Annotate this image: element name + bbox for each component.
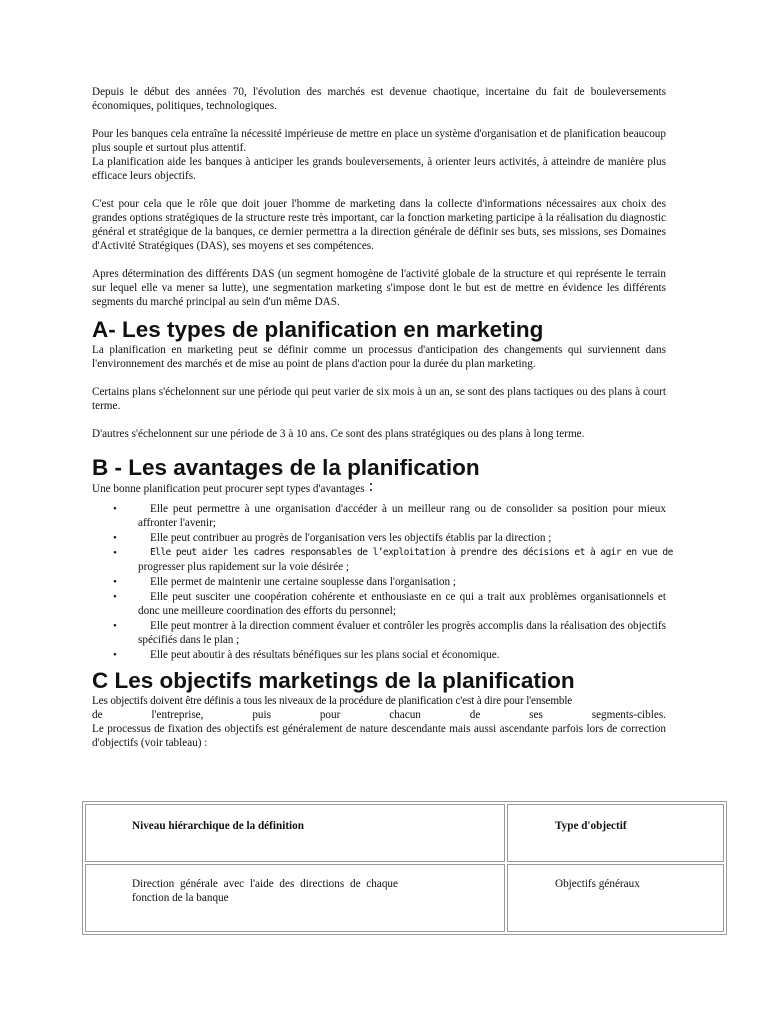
section-a-paragraph-1: La planification en marketing peut se définir comme un processus d'anticipation des changements qui surviennent dans l'environnement des marchés et de mise au point de plans d'action pour la durée du plan marketing. xyxy=(92,344,666,370)
table-header-row xyxy=(85,804,724,862)
list-item: • Elle permet de maintenir une certaine souplesse dans l'organisation ; xyxy=(113,576,456,588)
bullet-icon: • xyxy=(113,620,117,632)
section-b-lead xyxy=(92,476,666,496)
table-row xyxy=(85,864,724,932)
document-page xyxy=(92,85,673,750)
section-a-paragraph-2: Certains plans s'échelonnent sur une période qui peut varier de six mois à un an, se sont des plans tactiques ou des plans à court terme. xyxy=(92,386,666,412)
table-header-level: Niveau hiérarchique de la définition xyxy=(85,804,505,862)
bullet-icon: • xyxy=(113,576,117,588)
section-b-heading: B - Les avantages de la planification xyxy=(92,455,480,480)
section-b-lead-colon: : xyxy=(368,476,374,495)
bullet-icon: • xyxy=(113,649,117,661)
objectives-table xyxy=(82,801,727,935)
list-item: • Elle peut permettre à une organisation d'accéder à un meilleur rang ou de consolider sa position pour mieux affronter l'avenir; xyxy=(113,503,666,529)
table-cell-type: Objectifs généraux xyxy=(507,864,724,932)
bullet-icon: • xyxy=(113,547,117,559)
section-a-heading: A- Les types de planification en marketing xyxy=(92,317,544,342)
bullet-icon: • xyxy=(113,532,117,544)
intro-paragraph-2: Pour les banques cela entraîne la nécessité impérieuse de mettre en place un système d'organisation et de planification beaucoup plus souple et surtout plus attentif. xyxy=(92,128,666,154)
intro-paragraph-5: Apres détermination des différents DAS (un segment homogène de l'activité globale de la structure et qui représente le terrain sur lequel elle va mener sa lutte), une segmentation marketing s'impose dont le but est de mettre en évidence les différents segments du marché principal au sein d'un même DAS. xyxy=(92,268,666,308)
table-header-type: Type d'objectif xyxy=(507,804,724,862)
advantages-list xyxy=(92,502,673,662)
list-item: • Elle peut aider les cadres responsables de l’exploitation à prendre des décisions et à agir en vue de progresser plus rapidement sur la voie désirée ; xyxy=(113,547,673,573)
section-c-heading: C Les objectifs marketings de la planification xyxy=(92,668,575,693)
intro-paragraph-4: C'est pour cela que le rôle que doit jouer l'homme de marketing dans la collecte d'informations nécessaires aux choix des grandes options stratégiques de la structure reste très important, car la fonction marketing participe à la réalisation du diagnostic général et stratégique de la banques, ce dernier permettra a la direction générale de définir ses buts, ses missions, ses Domaines d'Activité Stratégiques (DAS), ses moyens et ses compétences. xyxy=(92,198,666,252)
section-c-paragraph-2: Le processus de fixation des objectifs est généralement de nature descendante mais aussi ascendante parfois lors de correction d'objectifs (voir tableau) : xyxy=(92,723,666,749)
bullet-icon: • xyxy=(113,591,117,603)
section-a-paragraph-3: D'autres s'échelonnent sur une période de 3 à 10 ans. Ce sont des plans stratégiques ou des plans à long terme. xyxy=(92,428,585,440)
section-c-paragraph-1-spread-line: de l'entreprise, puis pour chacun de ses segments-cibles. xyxy=(92,709,666,721)
intro-paragraph-3: La planification aide les banques à anticiper les grands bouleversements, à orienter leurs activités, à atteindre de manière plus efficace leurs objectifs. xyxy=(92,156,666,182)
list-item: • Elle peut aboutir à des résultats bénéfiques sur les plans social et économique. xyxy=(113,649,500,661)
list-item: • Elle peut contribuer au progrès de l'organisation vers les objectifs établis par la direction ; xyxy=(113,532,552,544)
section-b-lead-text: Une bonne planification peut procurer sept types d'avantages xyxy=(92,483,365,495)
table-cell-level: Direction générale avec l'aide des directions de chaque fonction de la banque xyxy=(85,864,505,932)
list-item: • Elle peut susciter une coopération cohérente et enthousiaste en ce qui a trait aux problèmes organisationnels et donc une meilleure coordination des efforts du personnel; xyxy=(113,591,666,617)
bullet-icon: • xyxy=(113,503,117,515)
intro-paragraph-1: Depuis le début des années 70, l'évolution des marchés est devenue chaotique, incertaine du fait de bouleversements économiques, politiques, technologiques. xyxy=(92,86,666,112)
list-item: • Elle peut montrer à la direction comment évaluer et contrôler les progrès accomplis dans la réalisation des objectifs spécifiés dans le plan ; xyxy=(113,620,666,646)
section-c-paragraph-1: Les objectifs doivent être définis a tous les niveaux de la procédure de planification c'est à dire pour l'ensemble xyxy=(92,695,573,707)
